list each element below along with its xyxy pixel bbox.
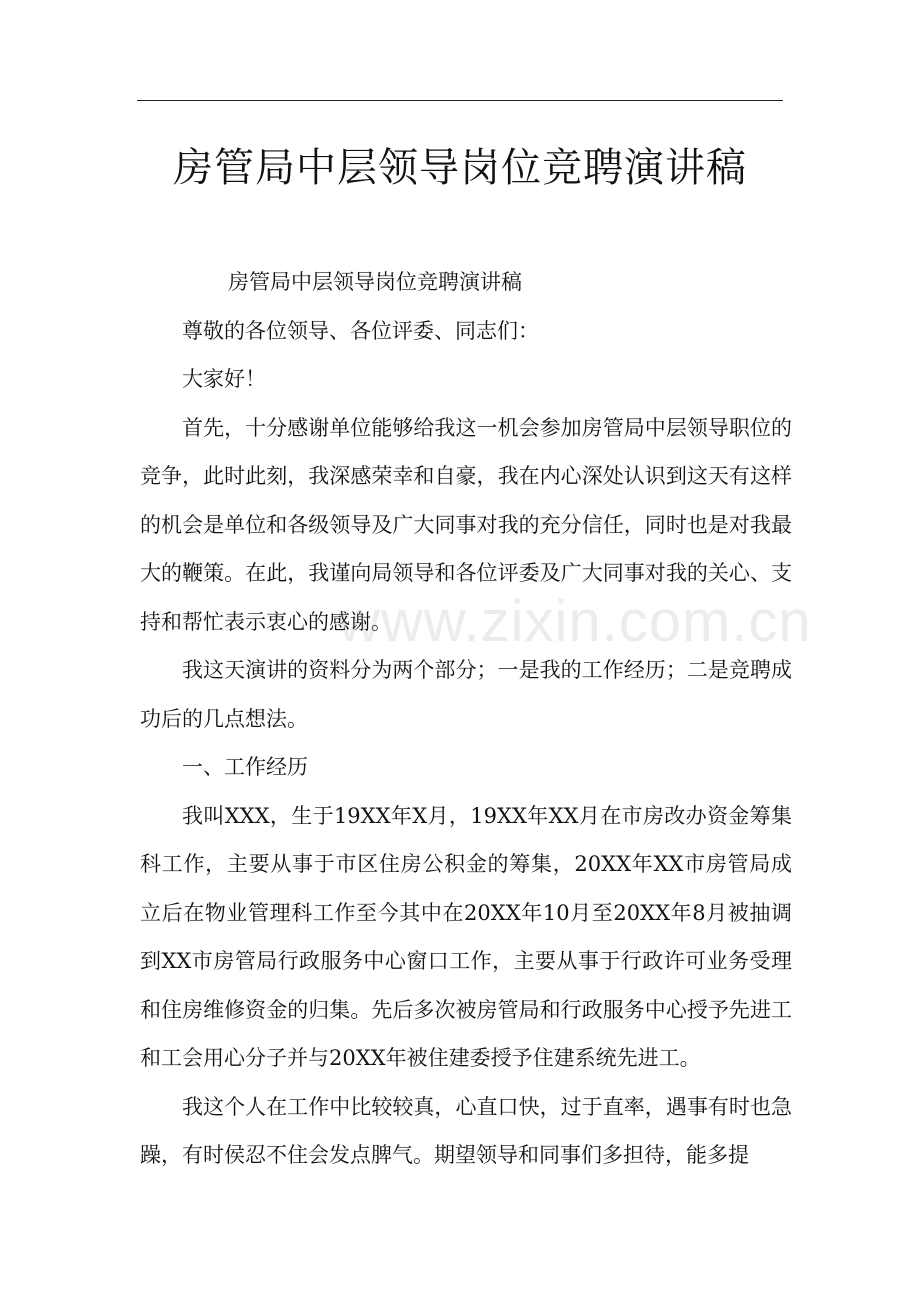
document-subtitle: 房管局中层领导岗位竞聘演讲稿: [228, 270, 522, 294]
paragraph-greeting: 大家好！: [182, 367, 266, 391]
watermark-text: www.zixin.com.cn: [338, 589, 812, 654]
document-body: [140, 258, 792, 1180]
paragraph-outline: 我这天演讲的资料分为两个部分；一是我的工作经历；二是竞聘成功后的几点想法。: [140, 658, 792, 731]
paragraph-personality: 我这个人在工作中比较较真，心直口快，过于直率，遇事有时也急躁，有时侯忍不住会发点脾气。期望领导和同事们多担待，能多提: [140, 1094, 792, 1167]
header-rule: [137, 100, 783, 101]
paragraph-thanks: 首先，十分感谢单位能够给我这一机会参加房管局中层领导职位的竞争，此时此刻，我深感荣幸和自豪，我在内心深处认识到这天有这样的机会是单位和各级领导及广大同事对我的充分信任，同时也是对我最大的鞭策。在此，我谨向局领导和各位评委及广大同事对我的关心、支持和帮忙表示衷心的感谢。: [140, 415, 792, 634]
section-heading-work-experience: 一、工作经历: [182, 755, 308, 779]
paragraph-salutation: 尊敬的各位领导、各位评委、同志们：: [182, 318, 539, 343]
document-title: 房管局中层领导岗位竞聘演讲稿: [173, 145, 747, 191]
paragraph-work-experience: 我叫XXX，生于19XX年X月，19XX年XX月在市房改办资金筹集科工作，主要从事于市区住房公积金的筹集，20XX年XX市房管局成立后在物业管理科工作至今其中在20XX年10月至20XX年8月被抽调到XX市房管局行政服务中心窗口工作，主要从事于行政许可业务受理和住房维修资金的归集。先后多次被房管局和行政服务中心授予先进工和工会用心分子并与20XX年被住建委授予住建系统先进工。: [140, 803, 792, 1070]
